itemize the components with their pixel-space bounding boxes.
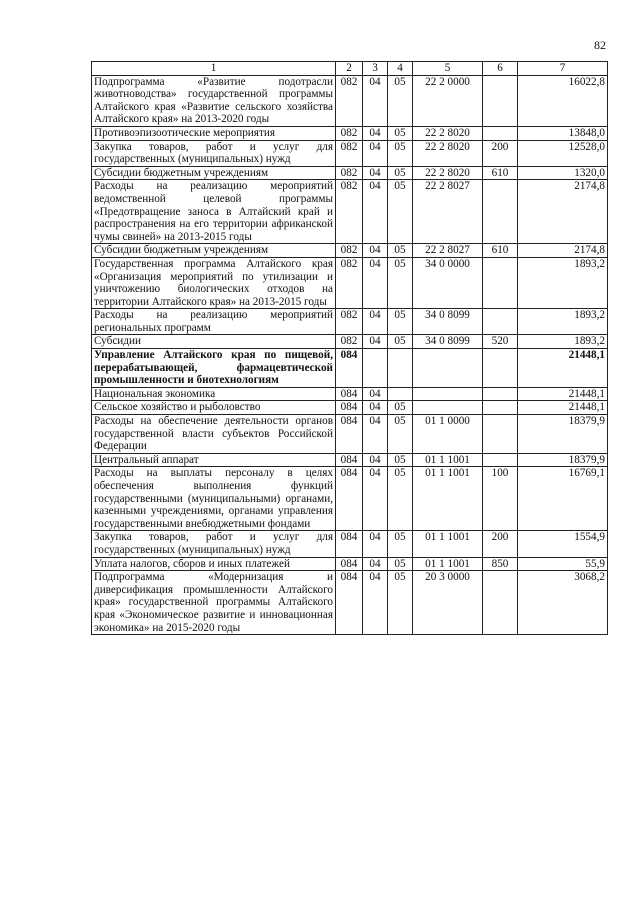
table-row	[92, 387, 608, 401]
section-code-cell: 04	[363, 415, 388, 454]
amount-cell: 18379,9	[518, 415, 608, 454]
subsection-code-cell	[388, 349, 413, 388]
expense-type-cell: 850	[483, 557, 518, 571]
table-row	[92, 401, 608, 415]
row-name-cell: Расходы на обеспечение деятельности органов государственной власти субъектов Российской Федерации	[92, 415, 336, 454]
table-row	[92, 75, 608, 126]
ministry-code-cell: 084	[336, 453, 363, 467]
page-number: 82	[594, 38, 606, 52]
table-row	[92, 349, 608, 388]
ministry-code-cell: 084	[336, 387, 363, 401]
ministry-code-cell: 082	[336, 244, 363, 258]
table-row	[92, 140, 608, 166]
target-article-cell	[413, 387, 483, 401]
amount-cell: 13848,0	[518, 126, 608, 140]
subsection-code-cell: 05	[388, 166, 413, 180]
row-name-cell: Расходы на выплаты персоналу в целях обеспечения выполнения функций государственными (муниципальными) органами, казенными учреждениями, органами управления государственными внебюджетными фондами	[92, 467, 336, 531]
amount-cell: 3068,2	[518, 571, 608, 635]
subsection-code-cell: 05	[388, 126, 413, 140]
target-article-cell: 34 0 8099	[413, 309, 483, 335]
amount-cell: 55,9	[518, 557, 608, 571]
section-code-cell: 04	[363, 180, 388, 244]
table-row	[92, 244, 608, 258]
ministry-code-cell: 084	[336, 557, 363, 571]
expense-type-cell	[483, 75, 518, 126]
table-row	[92, 467, 608, 531]
subsection-code-cell: 05	[388, 571, 413, 635]
amount-cell: 12528,0	[518, 140, 608, 166]
subsection-code-cell: 05	[388, 467, 413, 531]
subsection-code-cell: 05	[388, 453, 413, 467]
row-name-cell: Противоэпизоотические мероприятия	[92, 126, 336, 140]
row-name-cell: Управление Алтайского края по пищевой, перерабатывающей, фармацевтической промышленности и биотехнологиям	[92, 349, 336, 388]
row-name-cell: Субсидии	[92, 335, 336, 349]
column-header: 2	[336, 62, 363, 76]
section-code-cell: 04	[363, 309, 388, 335]
amount-cell: 1554,9	[518, 531, 608, 557]
expense-type-cell	[483, 415, 518, 454]
ministry-code-cell: 082	[336, 180, 363, 244]
amount-cell: 21448,1	[518, 401, 608, 415]
table-header-row	[92, 62, 608, 76]
column-header: 1	[92, 62, 336, 76]
target-article-cell: 20 3 0000	[413, 571, 483, 635]
expense-type-cell: 200	[483, 140, 518, 166]
section-code-cell	[363, 349, 388, 388]
section-code-cell: 04	[363, 257, 388, 308]
ministry-code-cell: 084	[336, 467, 363, 531]
target-article-cell: 01 1 1001	[413, 453, 483, 467]
row-name-cell: Национальная экономика	[92, 387, 336, 401]
target-article-cell: 01 1 1001	[413, 531, 483, 557]
ministry-code-cell: 084	[336, 415, 363, 454]
expense-type-cell	[483, 401, 518, 415]
amount-cell: 16022,8	[518, 75, 608, 126]
ministry-code-cell: 082	[336, 75, 363, 126]
amount-cell: 21448,1	[518, 387, 608, 401]
amount-cell: 1893,2	[518, 257, 608, 308]
expense-type-cell	[483, 180, 518, 244]
section-code-cell: 04	[363, 557, 388, 571]
ministry-code-cell: 082	[336, 126, 363, 140]
target-article-cell: 22 2 8020	[413, 126, 483, 140]
ministry-code-cell: 082	[336, 309, 363, 335]
column-header: 6	[483, 62, 518, 76]
target-article-cell: 22 2 8027	[413, 244, 483, 258]
row-name-cell: Сельское хозяйство и рыболовство	[92, 401, 336, 415]
row-name-cell: Центральный аппарат	[92, 453, 336, 467]
section-code-cell: 04	[363, 140, 388, 166]
ministry-code-cell: 082	[336, 166, 363, 180]
expense-type-cell: 100	[483, 467, 518, 531]
subsection-code-cell: 05	[388, 309, 413, 335]
target-article-cell: 01 1 1001	[413, 467, 483, 531]
amount-cell: 16769,1	[518, 467, 608, 531]
expense-type-cell	[483, 387, 518, 401]
section-code-cell: 04	[363, 453, 388, 467]
target-article-cell: 34 0 0000	[413, 257, 483, 308]
target-article-cell	[413, 349, 483, 388]
expense-type-cell	[483, 126, 518, 140]
table-row	[92, 309, 608, 335]
target-article-cell: 01 1 1001	[413, 557, 483, 571]
amount-cell: 1320,0	[518, 166, 608, 180]
column-header: 7	[518, 62, 608, 76]
subsection-code-cell: 05	[388, 557, 413, 571]
column-header: 4	[388, 62, 413, 76]
subsection-code-cell: 05	[388, 140, 413, 166]
amount-cell: 2174,8	[518, 180, 608, 244]
expense-type-cell	[483, 453, 518, 467]
target-article-cell: 22 2 8020	[413, 166, 483, 180]
section-code-cell: 04	[363, 75, 388, 126]
section-code-cell: 04	[363, 467, 388, 531]
subsection-code-cell: 05	[388, 257, 413, 308]
ministry-code-cell: 082	[336, 140, 363, 166]
subsection-code-cell: 05	[388, 531, 413, 557]
amount-cell: 2174,8	[518, 244, 608, 258]
amount-cell: 21448,1	[518, 349, 608, 388]
subsection-code-cell: 05	[388, 75, 413, 126]
ministry-code-cell: 084	[336, 531, 363, 557]
section-code-cell: 04	[363, 571, 388, 635]
subsection-code-cell: 05	[388, 335, 413, 349]
row-name-cell: Подпрограмма «Модернизация и диверсификация промышленности Алтайского края» государственной программы Алтайского края «Экономическое развитие и инновационная экономика» на 2015-2020 годы	[92, 571, 336, 635]
subsection-code-cell: 05	[388, 415, 413, 454]
expense-type-cell	[483, 309, 518, 335]
target-article-cell: 22 2 0000	[413, 75, 483, 126]
expense-type-cell	[483, 349, 518, 388]
amount-cell: 1893,2	[518, 309, 608, 335]
expense-type-cell	[483, 257, 518, 308]
table-row	[92, 335, 608, 349]
table-row	[92, 571, 608, 635]
expense-type-cell: 610	[483, 166, 518, 180]
budget-table	[91, 61, 608, 635]
column-header: 3	[363, 62, 388, 76]
row-name-cell: Государственная программа Алтайского края «Организация мероприятий по утилизации и уничтожению биологических отходов на территории Алтайского края» на 2013-2015 годы	[92, 257, 336, 308]
target-article-cell: 22 2 8020	[413, 140, 483, 166]
expense-type-cell	[483, 571, 518, 635]
expense-type-cell: 520	[483, 335, 518, 349]
ministry-code-cell: 082	[336, 257, 363, 308]
section-code-cell: 04	[363, 401, 388, 415]
section-code-cell: 04	[363, 387, 388, 401]
table-row	[92, 257, 608, 308]
target-article-cell: 22 2 8027	[413, 180, 483, 244]
amount-cell: 18379,9	[518, 453, 608, 467]
subsection-code-cell: 05	[388, 180, 413, 244]
expense-type-cell: 610	[483, 244, 518, 258]
subsection-code-cell: 05	[388, 244, 413, 258]
target-article-cell: 34 0 8099	[413, 335, 483, 349]
table-row	[92, 453, 608, 467]
row-name-cell: Закупка товаров, работ и услуг для государственных (муниципальных) нужд	[92, 531, 336, 557]
table-row	[92, 126, 608, 140]
expense-type-cell: 200	[483, 531, 518, 557]
row-name-cell: Субсидии бюджетным учреждениям	[92, 166, 336, 180]
table-row	[92, 180, 608, 244]
row-name-cell: Расходы на реализацию мероприятий региональных программ	[92, 309, 336, 335]
subsection-code-cell	[388, 387, 413, 401]
table-row	[92, 531, 608, 557]
section-code-cell: 04	[363, 335, 388, 349]
table-row	[92, 415, 608, 454]
row-name-cell: Уплата налогов, сборов и иных платежей	[92, 557, 336, 571]
subsection-code-cell: 05	[388, 401, 413, 415]
target-article-cell	[413, 401, 483, 415]
table-row	[92, 166, 608, 180]
row-name-cell: Закупка товаров, работ и услуг для государственных (муниципальных) нужд	[92, 140, 336, 166]
row-name-cell: Субсидии бюджетным учреждениям	[92, 244, 336, 258]
section-code-cell: 04	[363, 126, 388, 140]
amount-cell: 1893,2	[518, 335, 608, 349]
ministry-code-cell: 084	[336, 349, 363, 388]
ministry-code-cell: 084	[336, 401, 363, 415]
section-code-cell: 04	[363, 166, 388, 180]
row-name-cell: Расходы на реализацию мероприятий ведомственной целевой программы «Предотвращение заноса в Алтайский край и распространения на его территории африканской чумы свиней» на 2013-2015 годы	[92, 180, 336, 244]
row-name-cell: Подпрограмма «Развитие подотрасли животноводства» государственной программы Алтайского края «Развитие сельского хозяйства Алтайского края» на 2013-2020 годы	[92, 75, 336, 126]
section-code-cell: 04	[363, 531, 388, 557]
table-row	[92, 557, 608, 571]
section-code-cell: 04	[363, 244, 388, 258]
ministry-code-cell: 082	[336, 335, 363, 349]
target-article-cell: 01 1 0000	[413, 415, 483, 454]
column-header: 5	[413, 62, 483, 76]
ministry-code-cell: 084	[336, 571, 363, 635]
